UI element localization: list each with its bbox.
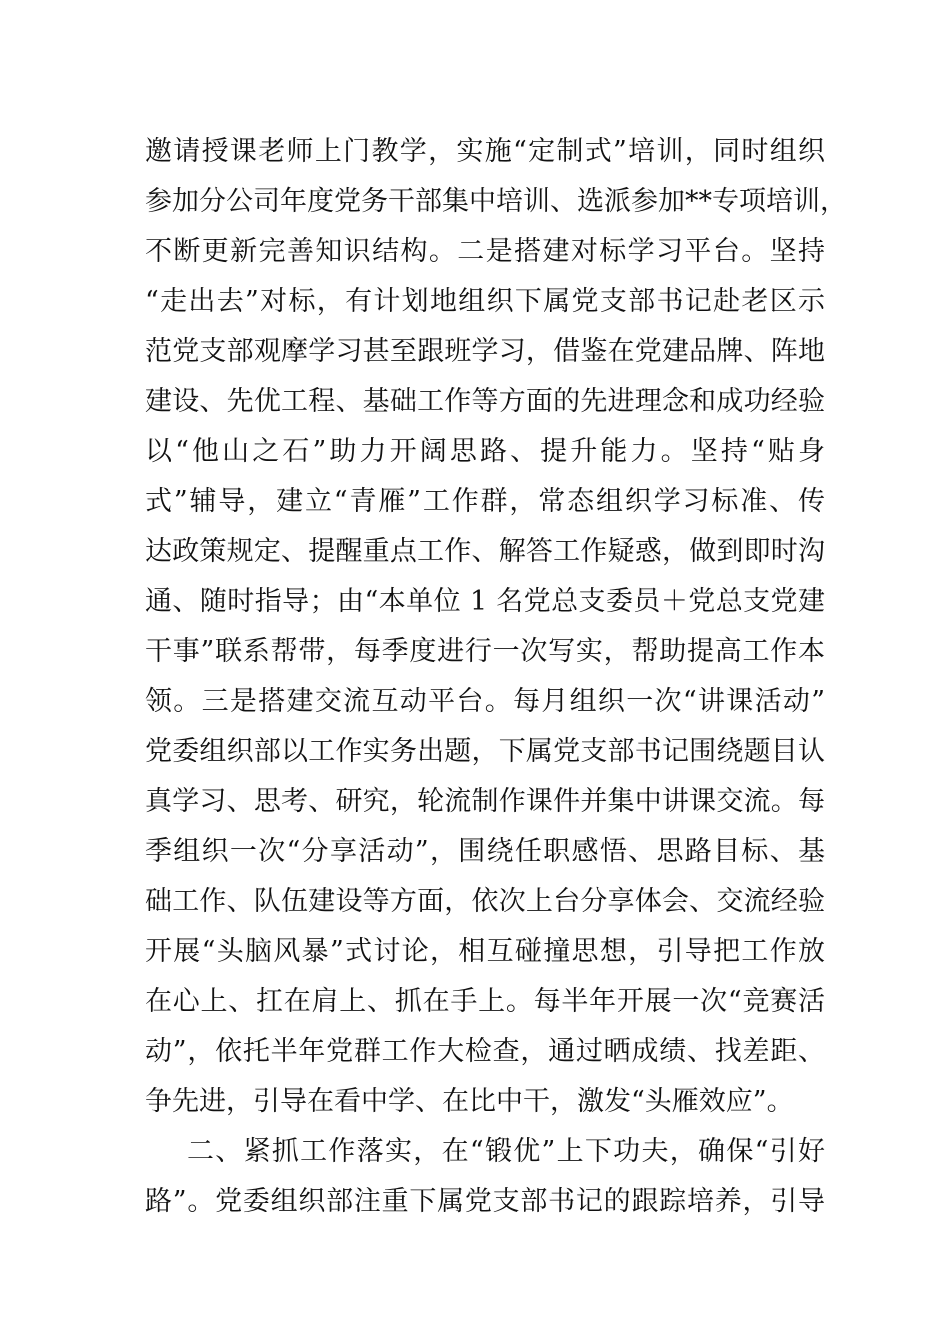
body-text [145,127,847,1227]
text-line: 参加分公司年度党务干部集中培训、选派参加**专项培训， [145,186,847,217]
text-line: 季组织一次“分享活动”，围绕任职感悟、思路目标、基 [145,836,825,867]
text-line: 范党支部观摩学习甚至跟班学习，借鉴在党建品牌、阵地 [145,336,825,367]
text-line: 达政策规定、提醒重点工作、解答工作疑惑，做到即时沟 [145,536,825,567]
text-line: 路”。党委组织部注重下属党支部书记的跟踪培养，引导 [145,1186,825,1217]
text-line: 不断更新完善知识结构。二是搭建对标学习平台。坚持 [145,236,825,267]
text-line: 通、随时指导；由“本单位 1 名党总支委员＋党总支党建 [145,586,825,617]
text-line: 建设、先优工程、基础工作等方面的先进理念和成功经验 [145,386,825,417]
text-line: 领。三是搭建交流互动平台。每月组织一次“讲课活动” [145,686,825,717]
paragraph-end-line: 争先进，引导在看中学、在比中干，激发“头雁效应”。 [145,1086,794,1117]
text-line: 以“他山之石”助力开阔思路、提升能力。坚持“贴身 [145,436,825,467]
text-line: 在心上、扛在肩上、抓在手上。每半年开展一次“竞赛活 [145,986,825,1017]
text-line: “走出去”对标，有计划地组织下属党支部书记赴老区示 [145,286,825,317]
text-line: 开展“头脑风暴”式讨论，相互碰撞思想，引导把工作放 [145,936,825,967]
text-line: 干事”联系帮带，每季度进行一次写实，帮助提高工作本 [145,636,825,667]
section-heading-line: 二、紧抓工作落实，在“锻优”上下功夫，确保“引好 [187,1136,825,1167]
text-line: 邀请授课老师上门教学，实施“定制式”培训，同时组织 [145,136,825,167]
text-line: 础工作、队伍建设等方面，依次上台分享体会、交流经验 [145,886,825,917]
text-line: 党委组织部以工作实务出题，下属党支部书记围绕题目认 [145,736,825,767]
text-line: 真学习、思考、研究，轮流制作课件并集中讲课交流。每 [145,786,825,817]
text-line: 式”辅导，建立“青雁”工作群，常态组织学习标准、传 [145,486,825,517]
text-line: 动”，依托半年党群工作大检查，通过晒成绩、找差距、 [145,1036,825,1067]
